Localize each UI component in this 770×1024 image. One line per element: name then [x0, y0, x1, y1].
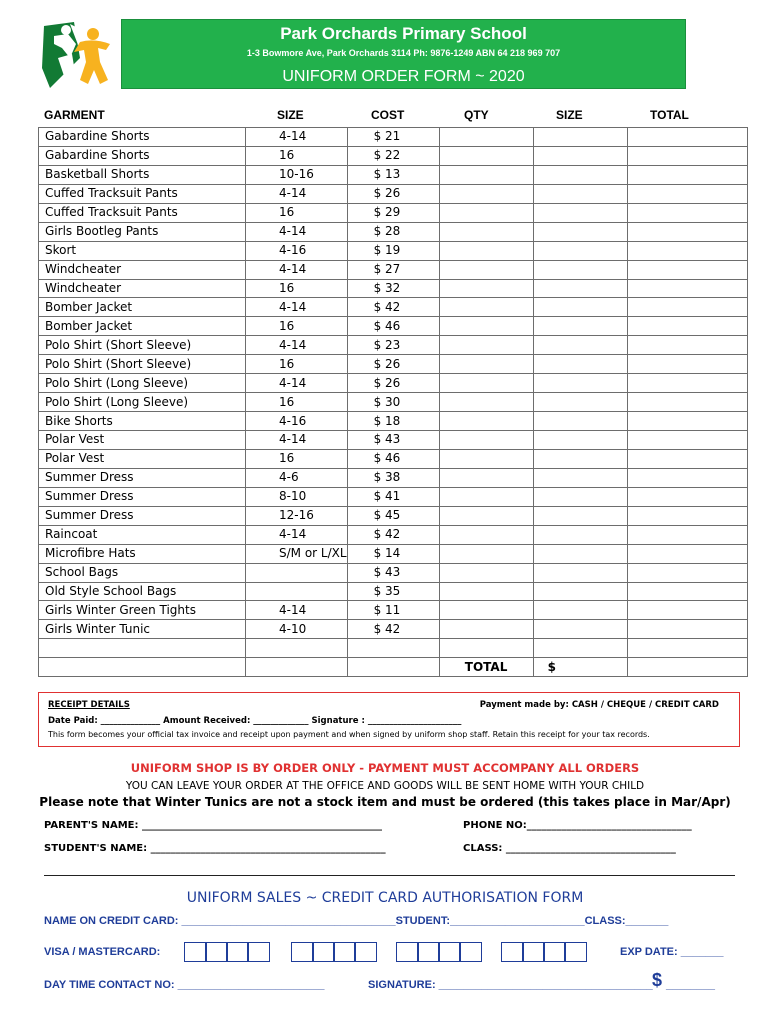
cost-cell: $ 21	[347, 128, 439, 147]
cost-cell: $ 32	[347, 279, 439, 298]
qty-input-cell[interactable]	[439, 506, 533, 525]
dollar-sign: $	[652, 970, 663, 990]
table-row	[39, 298, 748, 317]
school-name: Park Orchards Primary School	[280, 24, 527, 43]
cost-cell: $ 42	[347, 620, 439, 639]
total-input-cell[interactable]	[627, 582, 747, 601]
school-header	[121, 19, 686, 89]
garment-cell: Raincoat	[39, 525, 246, 544]
size-input-cell[interactable]	[533, 222, 627, 241]
table-row	[39, 639, 748, 658]
card-digit-box[interactable]	[184, 942, 207, 962]
garment-cell: Gabardine Shorts	[39, 146, 246, 165]
size-cell	[246, 639, 348, 658]
size-cell: 4-14	[246, 222, 348, 241]
size-input-cell[interactable]	[533, 525, 627, 544]
card-digit-box[interactable]	[333, 942, 356, 962]
size-cell: 4-14	[246, 184, 348, 203]
size-input-cell[interactable]	[533, 620, 627, 639]
qty-input-cell[interactable]	[439, 203, 533, 222]
visa-mastercard-label: VISA / MASTERCARD:	[44, 946, 161, 958]
cost-cell: $ 30	[347, 393, 439, 412]
cost-cell: $ 42	[347, 525, 439, 544]
total-input-cell[interactable]	[627, 525, 747, 544]
size-cell: 4-14	[246, 298, 348, 317]
total-row-blank	[347, 658, 439, 677]
header-size: SIZE	[277, 108, 304, 122]
size-cell: 4-14	[246, 336, 348, 355]
table-column-headers	[38, 108, 740, 124]
card-digit-box[interactable]	[226, 942, 249, 962]
size-cell: 16	[246, 355, 348, 374]
total-input-cell[interactable]	[627, 468, 747, 487]
total-amount-field[interactable]: $	[533, 658, 627, 677]
qty-input-cell[interactable]	[439, 639, 533, 658]
table-row	[39, 601, 748, 620]
cost-cell: $ 45	[347, 506, 439, 525]
qty-input-cell[interactable]	[439, 146, 533, 165]
size-cell: S/M or L/XL	[246, 544, 348, 563]
class-field[interactable]: CLASS: __________________________________	[463, 843, 676, 854]
header-qty: QTY	[464, 108, 489, 122]
garment-cell: Cuffed Tracksuit Pants	[39, 184, 246, 203]
size-cell	[246, 563, 348, 582]
table-row	[39, 449, 748, 468]
table-row	[39, 582, 748, 601]
card-digit-box[interactable]	[205, 942, 228, 962]
total-input-cell[interactable]	[627, 563, 747, 582]
table-row	[39, 374, 748, 393]
card-number-group-4[interactable]	[501, 942, 585, 962]
header-total: TOTAL	[650, 108, 689, 122]
cost-cell: $ 11	[347, 601, 439, 620]
total-row-blank	[39, 658, 246, 677]
cost-cell: $ 19	[347, 241, 439, 260]
card-digit-box[interactable]	[543, 942, 566, 962]
size-input-cell[interactable]	[533, 449, 627, 468]
cost-cell: $ 26	[347, 355, 439, 374]
card-number-group-2[interactable]	[291, 942, 375, 962]
cost-cell: $ 22	[347, 146, 439, 165]
cost-cell: $ 18	[347, 412, 439, 431]
signature-field[interactable]: SIGNATURE: ___________________________________	[368, 979, 653, 991]
total-input-cell[interactable]	[627, 374, 747, 393]
contact-number-field[interactable]: DAY TIME CONTACT NO: ________________________	[44, 979, 325, 991]
size-cell: 4-14	[246, 374, 348, 393]
garment-cell: Windcheater	[39, 260, 246, 279]
table-row	[39, 336, 748, 355]
cost-cell: $ 26	[347, 184, 439, 203]
cost-cell: $ 42	[347, 298, 439, 317]
card-digit-box[interactable]	[396, 942, 419, 962]
size-cell: 4-10	[246, 620, 348, 639]
qty-input-cell[interactable]	[439, 582, 533, 601]
size-cell: 10-16	[246, 165, 348, 184]
table-row	[39, 487, 748, 506]
total-row-blank	[246, 658, 348, 677]
qty-input-cell[interactable]	[439, 412, 533, 431]
garment-cell: Windcheater	[39, 279, 246, 298]
total-input-cell[interactable]	[627, 449, 747, 468]
size-input-cell[interactable]	[533, 146, 627, 165]
cost-cell: $ 43	[347, 431, 439, 450]
garment-table	[38, 127, 748, 677]
qty-input-cell[interactable]	[439, 620, 533, 639]
cost-cell: $ 41	[347, 487, 439, 506]
garment-cell: Old Style School Bags	[39, 582, 246, 601]
table-row	[39, 620, 748, 639]
size-cell: 16	[246, 146, 348, 165]
size-cell	[246, 582, 348, 601]
qty-input-cell[interactable]	[439, 128, 533, 147]
qty-input-cell[interactable]	[439, 393, 533, 412]
size-input-cell[interactable]	[533, 241, 627, 260]
total-input-cell[interactable]	[627, 431, 747, 450]
garment-table-body	[39, 128, 748, 677]
qty-input-cell[interactable]	[439, 468, 533, 487]
header-garment: GARMENT	[44, 108, 105, 122]
size-input-cell[interactable]	[533, 393, 627, 412]
amount-field[interactable]: ________	[666, 979, 715, 991]
order-only-notice: UNIFORM SHOP IS BY ORDER ONLY - PAYMENT MUST ACCOMPANY ALL ORDERS	[130, 761, 640, 775]
size-input-cell[interactable]	[533, 184, 627, 203]
payment-method-options[interactable]: Payment made by: CASH / CHEQUE / CREDIT CARD	[479, 700, 719, 710]
size-input-cell[interactable]	[533, 128, 627, 147]
garment-cell: Cuffed Tracksuit Pants	[39, 203, 246, 222]
size-input-cell[interactable]	[533, 203, 627, 222]
size-cell: 4-16	[246, 241, 348, 260]
table-row	[39, 544, 748, 563]
receipt-details-box	[38, 692, 740, 747]
qty-input-cell[interactable]	[439, 184, 533, 203]
total-input-cell[interactable]	[627, 279, 747, 298]
size-cell: 16	[246, 203, 348, 222]
cost-cell: $ 28	[347, 222, 439, 241]
size-input-cell[interactable]	[533, 336, 627, 355]
card-digit-box[interactable]	[417, 942, 440, 962]
garment-cell: Polo Shirt (Short Sleeve)	[39, 336, 246, 355]
qty-input-cell[interactable]	[439, 374, 533, 393]
total-input-cell[interactable]	[627, 203, 747, 222]
garment-cell: Bomber Jacket	[39, 298, 246, 317]
qty-input-cell[interactable]	[439, 544, 533, 563]
table-row	[39, 393, 748, 412]
qty-input-cell[interactable]	[439, 355, 533, 374]
garment-cell: Polar Vest	[39, 449, 246, 468]
header-size-2: SIZE	[556, 108, 583, 122]
name-on-card-field[interactable]: NAME ON CREDIT CARD: ___________________________________STUDENT:______________________CLASS:_______	[44, 915, 669, 927]
table-row	[39, 317, 748, 336]
qty-input-cell[interactable]	[439, 336, 533, 355]
garment-cell: Summer Dress	[39, 487, 246, 506]
size-cell: 4-6	[246, 468, 348, 487]
total-label: TOTAL	[439, 658, 533, 677]
garment-cell: Polo Shirt (Long Sleeve)	[39, 374, 246, 393]
table-row	[39, 279, 748, 298]
garment-cell: Girls Bootleg Pants	[39, 222, 246, 241]
receipt-fields-line[interactable]: Date Paid: ______________ Amount Received: _____________ Signature : ______________________	[48, 716, 462, 726]
card-digit-box[interactable]	[354, 942, 377, 962]
size-cell: 16	[246, 449, 348, 468]
winter-tunic-notice: Please note that Winter Tunics are not a stock item and must be ordered (this takes place in Mar/Apr)	[39, 795, 731, 809]
cost-cell: $ 29	[347, 203, 439, 222]
card-digit-box[interactable]	[438, 942, 461, 962]
total-input-cell[interactable]	[627, 317, 747, 336]
school-logo-figures-icon	[40, 18, 116, 94]
size-input-cell[interactable]	[533, 260, 627, 279]
size-input-cell[interactable]	[533, 355, 627, 374]
credit-card-form-title: UNIFORM SALES ~ CREDIT CARD AUTHORISATION FORM	[186, 890, 584, 906]
qty-input-cell[interactable]	[439, 601, 533, 620]
card-digit-box[interactable]	[312, 942, 335, 962]
card-digit-box[interactable]	[564, 942, 587, 962]
size-input-cell[interactable]	[533, 298, 627, 317]
table-row	[39, 506, 748, 525]
qty-input-cell[interactable]	[439, 525, 533, 544]
table-row	[39, 468, 748, 487]
size-cell: 4-14	[246, 601, 348, 620]
total-input-cell[interactable]	[627, 184, 747, 203]
school-logo	[40, 18, 116, 94]
size-input-cell[interactable]	[533, 468, 627, 487]
garment-cell: Girls Winter Tunic	[39, 620, 246, 639]
size-cell: 8-10	[246, 487, 348, 506]
qty-input-cell[interactable]	[439, 317, 533, 336]
garment-cell: Summer Dress	[39, 468, 246, 487]
card-number-group-1[interactable]	[184, 942, 268, 962]
table-row	[39, 431, 748, 450]
garment-cell: Gabardine Shorts	[39, 128, 246, 147]
size-cell: 4-14	[246, 525, 348, 544]
size-cell: 12-16	[246, 506, 348, 525]
header-cost: COST	[371, 108, 405, 122]
table-row	[39, 241, 748, 260]
garment-cell: Basketball Shorts	[39, 165, 246, 184]
size-cell: 4-16	[246, 412, 348, 431]
total-input-cell[interactable]	[627, 355, 747, 374]
total-input-cell[interactable]	[627, 260, 747, 279]
qty-input-cell[interactable]	[439, 260, 533, 279]
table-row	[39, 203, 748, 222]
size-input-cell[interactable]	[533, 412, 627, 431]
size-input-cell[interactable]	[533, 279, 627, 298]
size-input-cell[interactable]	[533, 317, 627, 336]
garment-cell: Girls Winter Green Tights	[39, 601, 246, 620]
total-input-cell[interactable]	[627, 620, 747, 639]
total-input-cell[interactable]	[627, 128, 747, 147]
total-input-cell[interactable]	[627, 639, 747, 658]
qty-input-cell[interactable]	[439, 563, 533, 582]
qty-input-cell[interactable]	[439, 298, 533, 317]
card-digit-box[interactable]	[459, 942, 482, 962]
cost-cell: $ 35	[347, 582, 439, 601]
total-input-cell[interactable]	[627, 298, 747, 317]
qty-input-cell[interactable]	[439, 487, 533, 506]
qty-input-cell[interactable]	[439, 449, 533, 468]
phone-field[interactable]: PHONE NO:_________________________________	[463, 820, 692, 831]
table-row	[39, 355, 748, 374]
qty-input-cell[interactable]	[439, 241, 533, 260]
table-row	[39, 412, 748, 431]
size-cell: 16	[246, 279, 348, 298]
card-number-group-3[interactable]	[396, 942, 480, 962]
garment-cell: Polo Shirt (Short Sleeve)	[39, 355, 246, 374]
cost-cell: $ 38	[347, 468, 439, 487]
size-input-cell[interactable]	[533, 639, 627, 658]
garment-cell: School Bags	[39, 563, 246, 582]
card-digit-box[interactable]	[501, 942, 524, 962]
table-row	[39, 563, 748, 582]
size-cell: 16	[246, 393, 348, 412]
size-cell: 4-14	[246, 431, 348, 450]
size-input-cell[interactable]	[533, 563, 627, 582]
garment-cell: Polo Shirt (Long Sleeve)	[39, 393, 246, 412]
size-input-cell[interactable]	[533, 487, 627, 506]
total-input-cell[interactable]	[627, 412, 747, 431]
table-row	[39, 260, 748, 279]
cost-cell: $ 46	[347, 317, 439, 336]
receipt-note: This form becomes your official tax invoice and receipt upon payment and when signed by uniform shop staff. Retain this receipt for your tax records.	[48, 730, 650, 739]
card-digit-box[interactable]	[522, 942, 545, 962]
qty-input-cell[interactable]	[439, 222, 533, 241]
total-input-cell[interactable]	[627, 222, 747, 241]
size-input-cell[interactable]	[533, 431, 627, 450]
size-input-cell[interactable]	[533, 544, 627, 563]
table-row	[39, 146, 748, 165]
size-input-cell[interactable]	[533, 582, 627, 601]
size-input-cell[interactable]	[533, 506, 627, 525]
total-row	[39, 658, 748, 677]
card-digit-box[interactable]	[291, 942, 314, 962]
table-row	[39, 165, 748, 184]
cost-cell: $ 27	[347, 260, 439, 279]
qty-input-cell[interactable]	[439, 431, 533, 450]
garment-cell: Microfibre Hats	[39, 544, 246, 563]
form-title: UNIFORM ORDER FORM ~ 2020	[282, 68, 525, 85]
receipt-title: RECEIPT DETAILS	[48, 700, 130, 710]
total-input-cell[interactable]	[627, 336, 747, 355]
total-input-cell[interactable]	[627, 487, 747, 506]
qty-input-cell[interactable]	[439, 165, 533, 184]
size-cell: 4-14	[246, 128, 348, 147]
total-input-cell[interactable]	[627, 165, 747, 184]
table-row	[39, 184, 748, 203]
school-address: 1-3 Bowmore Ave, Park Orchards 3114 Ph: 9876-1249 ABN 64 218 969 707	[246, 48, 561, 58]
qty-input-cell[interactable]	[439, 279, 533, 298]
total-input-cell[interactable]	[627, 601, 747, 620]
student-name-field[interactable]: STUDENT'S NAME: _______________________________________________	[44, 843, 386, 854]
cost-cell: $ 46	[347, 449, 439, 468]
size-input-cell[interactable]	[533, 601, 627, 620]
table-row	[39, 128, 748, 147]
total-input-cell[interactable]	[627, 506, 747, 525]
card-digit-box[interactable]	[247, 942, 270, 962]
size-cell: 4-14	[246, 260, 348, 279]
garment-cell: Polar Vest	[39, 431, 246, 450]
cost-cell: $ 43	[347, 563, 439, 582]
expiry-date-field[interactable]: EXP DATE: _______	[620, 946, 724, 958]
size-input-cell[interactable]	[533, 374, 627, 393]
size-input-cell[interactable]	[533, 165, 627, 184]
garment-cell	[39, 639, 246, 658]
size-cell: 16	[246, 317, 348, 336]
parent-name-field[interactable]: PARENT'S NAME: ________________________________________________	[44, 820, 382, 831]
garment-cell: Bike Shorts	[39, 412, 246, 431]
total-input-cell[interactable]	[627, 241, 747, 260]
cost-cell: $ 23	[347, 336, 439, 355]
cost-cell: $ 14	[347, 544, 439, 563]
table-row	[39, 222, 748, 241]
cost-cell: $ 13	[347, 165, 439, 184]
cost-cell	[347, 639, 439, 658]
total-input-cell[interactable]	[627, 393, 747, 412]
total-row-blank	[627, 658, 747, 677]
total-input-cell[interactable]	[627, 146, 747, 165]
cost-cell: $ 26	[347, 374, 439, 393]
section-divider	[44, 875, 735, 876]
garment-cell: Skort	[39, 241, 246, 260]
garment-cell: Summer Dress	[39, 506, 246, 525]
leave-order-notice: YOU CAN LEAVE YOUR ORDER AT THE OFFICE AND GOODS WILL BE SENT HOME WITH YOUR CHILD	[125, 780, 645, 792]
total-input-cell[interactable]	[627, 544, 747, 563]
garment-cell: Bomber Jacket	[39, 317, 246, 336]
table-row	[39, 525, 748, 544]
